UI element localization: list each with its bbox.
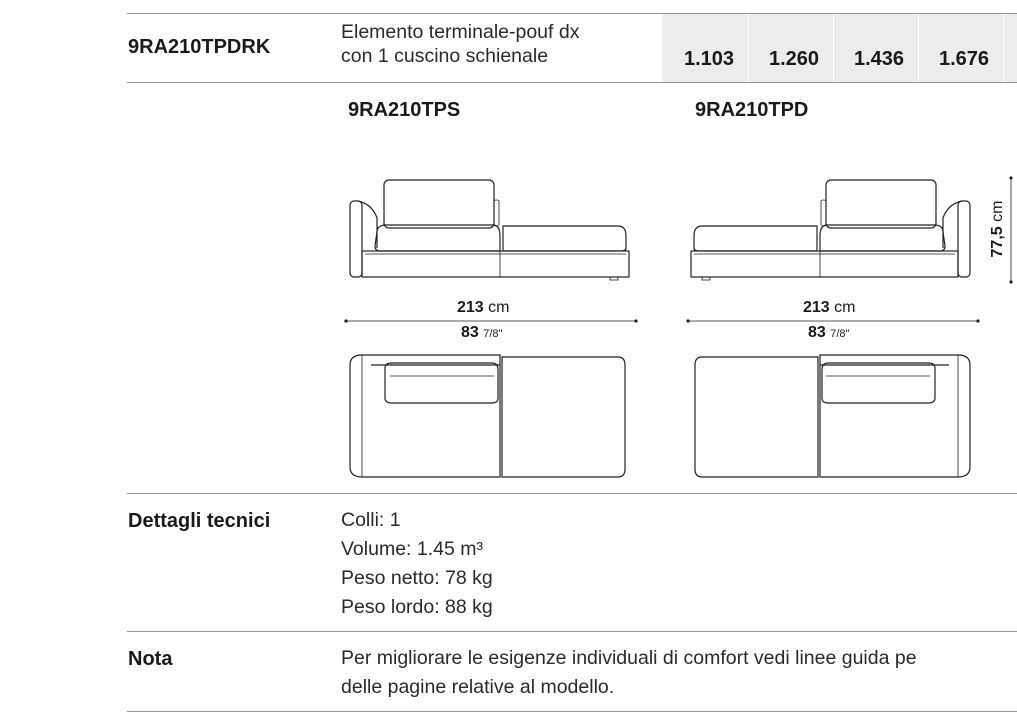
row-divider <box>127 631 1017 632</box>
top-view-right <box>695 355 970 477</box>
view-title-left: 9RA210TPS <box>348 99 461 121</box>
spec-volume: Volume: 1.45 m³ <box>341 538 483 560</box>
front-view-right <box>691 180 970 280</box>
width-inch-label-left <box>461 324 502 342</box>
note-label: Nota <box>128 648 173 670</box>
view-title-right: 9RA210TPD <box>695 99 809 121</box>
spec-net-weight: Peso netto: 78 kg <box>341 567 493 589</box>
note-line1: Per migliorare le esigenze individuali di comfort vedi linee guida pe <box>341 647 917 669</box>
width-inch-whole: 83 <box>461 324 479 341</box>
width-inch-fraction: 7/8" <box>483 328 503 340</box>
height-unit: cm <box>989 200 1006 222</box>
price-3: 1.436 <box>854 48 905 70</box>
spec-packages: Colli: 1 <box>341 509 401 531</box>
price-1: 1.103 <box>684 48 735 70</box>
note-text <box>341 644 917 702</box>
price-2: 1.260 <box>769 48 820 70</box>
technical-details-label: Dettagli tecnici <box>128 510 271 532</box>
bottom-divider <box>127 711 1017 712</box>
dimension-line-right <box>686 319 979 322</box>
width-inch-whole: 83 <box>808 324 826 341</box>
dimension-line-left <box>344 319 637 322</box>
height-label <box>989 189 1007 269</box>
product-description-line2: con 1 cuscino schienale <box>341 45 549 67</box>
width-label-left <box>457 299 509 317</box>
row-divider <box>127 493 1017 494</box>
width-cm-unit: cm <box>834 299 856 316</box>
width-inch-label-right <box>808 324 849 342</box>
width-cm-unit: cm <box>488 299 510 316</box>
front-view-left <box>350 180 629 280</box>
top-view-left <box>350 355 625 477</box>
width-cm-value: 213 <box>803 299 830 316</box>
technical-details-list <box>341 506 493 622</box>
width-label-right <box>803 299 855 317</box>
height-dimension-line <box>1009 176 1012 283</box>
product-code: 9RA210TPDRK <box>128 36 271 58</box>
spec-gross-weight: Peso lordo: 88 kg <box>341 596 493 618</box>
width-cm-value: 213 <box>457 299 484 316</box>
price-4: 1.676 <box>939 48 990 70</box>
width-inch-fraction: 7/8" <box>830 328 850 340</box>
height-value: 77,5 <box>989 226 1006 258</box>
product-description-line1: Elemento terminale-pouf dx <box>341 21 580 43</box>
note-line2: delle pagine relative al modello. <box>341 676 615 698</box>
